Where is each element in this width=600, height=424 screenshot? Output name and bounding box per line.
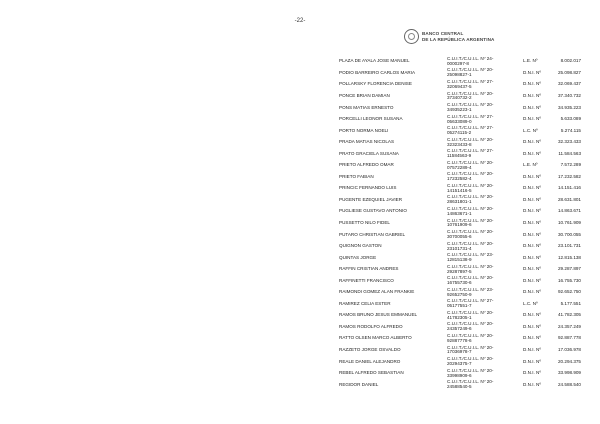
document-number: 33.998.909 [558, 370, 581, 376]
cuit-line-2: 11584563-9 [447, 153, 472, 159]
cuit-cuil [447, 80, 523, 90]
bcra-logo [404, 29, 494, 44]
person-name: RAMIREZ CELIA ESTER [339, 301, 391, 306]
document-number: 16.755.730 [558, 277, 581, 283]
document-type: D.N.I. Nº [523, 116, 542, 122]
person-name: PRATO GRACIELA SUSANA [339, 151, 399, 156]
cuit-cuil [447, 334, 523, 344]
cuit-line-2: 92887778-6 [447, 337, 472, 343]
person-name: RAZZETO JORGE OSVALDO [339, 347, 401, 352]
table-row [339, 241, 581, 253]
document-number: 34.935.223 [558, 104, 581, 110]
person-name: PORCELLI LEONOR SUSANA [339, 117, 403, 122]
cuit-line-1: C.U.I.T./C.U.I.L. Nº 20- [447, 241, 494, 246]
cuit-line-2: 92652750-9 [447, 291, 472, 297]
table-row [339, 356, 581, 368]
cuit-line-1: C.U.I.T./C.U.I.L. Nº 20- [447, 206, 494, 211]
table-row [339, 368, 581, 380]
table-row [339, 218, 581, 230]
cuit-line-2: 12815138-9 [447, 257, 472, 263]
cuit-line-1: C.U.I.T./C.U.I.L. Nº 27- [447, 126, 494, 131]
cuit-line-1: C.U.I.T./C.U.I.L. Nº 20- [447, 310, 494, 315]
table-row [339, 206, 581, 218]
document-type: D.N.I. Nº [523, 185, 542, 191]
person-name: RATTO OLSEN MARCO ALBERTO [339, 336, 412, 341]
cuit-cuil [447, 357, 523, 367]
person-name: PUTARO CHRISTIAN GABRIEL [339, 232, 406, 237]
cuit-line-1: C.U.I.T./C.U.I.L. Nº 20- [447, 91, 494, 96]
document-number: 32.069.437 [558, 81, 581, 87]
cuit-line-2: 05633089-0 [447, 118, 472, 124]
table-row [339, 310, 581, 322]
person-name: QUINTAS JORGE [339, 255, 377, 260]
document-type: D.N.I. Nº [523, 277, 542, 283]
document-type: D.N.I. Nº [523, 266, 542, 272]
document-type: D.N.I. Nº [523, 208, 542, 214]
cuit-line-2: 20294375-7 [447, 360, 472, 366]
document-type: L.C. Nº [523, 127, 538, 133]
document-number: 5.274.115 [560, 127, 581, 133]
document-type: D.N.I. Nº [523, 69, 542, 75]
person-name: PUGLIESE GUSTAVO ANTONIO [339, 209, 407, 214]
table-row [339, 125, 581, 137]
cuit-cuil [447, 138, 523, 148]
cuit-line-2: 34935223-1 [447, 106, 472, 112]
cuit-cuil [447, 230, 523, 240]
cuit-line-2: 30700055-6 [447, 233, 472, 239]
cuit-line-2: 37340732-2 [447, 95, 472, 101]
seal-icon [404, 29, 419, 44]
cuit-line-1: C.U.I.T./C.U.I.L. Nº 20- [447, 160, 494, 165]
page-number: -22- [294, 18, 306, 24]
person-name: REGIDOR DANIEL [339, 382, 379, 387]
document-type: D.N.I. Nº [523, 173, 542, 179]
document-type: D.N.I. Nº [523, 323, 542, 329]
cuit-line-1: C.U.I.T./C.U.I.L. Nº 20- [447, 172, 494, 177]
cuit-line-1: C.U.I.T./C.U.I.L. Nº 20- [447, 68, 494, 73]
person-name: PONS MATIAS ERNESTO [339, 105, 394, 110]
table-row [339, 91, 581, 103]
cuit-line-2: 25098827-1 [447, 72, 472, 78]
document-number: 14.151.416 [558, 185, 581, 191]
cuit-cuil [447, 265, 523, 275]
table-row [339, 148, 581, 160]
document-type: D.N.I. Nº [523, 312, 542, 318]
document-number: 12.815.138 [558, 254, 581, 260]
cuit-cuil [447, 115, 523, 125]
cuit-cuil [447, 299, 523, 309]
cuit-line-1: C.U.I.T./C.U.I.L. Nº 24- [447, 56, 494, 61]
cuit-line-2: 23101731-4 [447, 245, 472, 251]
person-name: REALE DANIEL ALEJANDRO [339, 359, 401, 364]
table-row [339, 379, 581, 391]
cuit-cuil [447, 126, 523, 136]
document-number: 37.340.732 [558, 92, 581, 98]
person-name: REBEL ALFREDO SEBASTIAN [339, 371, 404, 376]
document-number: 29.287.897 [558, 266, 581, 272]
cuit-cuil [447, 207, 523, 217]
document-type: D.N.I. Nº [523, 231, 542, 237]
cuit-cuil [447, 242, 523, 252]
table-row [339, 79, 581, 91]
person-name: RAFFIN CRISTIAN ANDRES [339, 267, 399, 272]
document-number: 23.101.731 [558, 243, 581, 249]
document-type: D.N.I. Nº [523, 335, 542, 341]
person-name: QUIGNON GASTON [339, 244, 382, 249]
cuit-line-1: C.U.I.T./C.U.I.L. Nº 27- [447, 299, 494, 304]
document-number: 30.700.055 [558, 231, 581, 237]
cuit-line-1: C.U.I.T./C.U.I.L. Nº 20- [447, 357, 494, 362]
cuit-line-1: C.U.I.T./C.U.I.L. Nº 20- [447, 230, 494, 235]
person-name: PUSSETTO NILO FIDEL [339, 220, 390, 225]
cuit-line-2: 24588540-5 [447, 384, 472, 390]
document-number: 92.887.778 [558, 335, 581, 341]
person-name: PRADA MATIAS NICOLAS [339, 140, 395, 145]
table-row [339, 275, 581, 287]
person-name: PRIETO FABIAN [339, 174, 374, 179]
document-number: 8.002.017 [560, 58, 581, 64]
cuit-cuil [447, 103, 523, 113]
logo-text [422, 31, 494, 42]
table-row [339, 195, 581, 207]
cuit-line-2: 41782305-1 [447, 314, 472, 320]
table-row [339, 171, 581, 183]
cuit-line-2: 05274115-2 [447, 130, 472, 136]
table-row [339, 264, 581, 276]
person-name: RAFFINETTI FRANCISCO [339, 278, 394, 283]
table-row [339, 287, 581, 299]
document-type: D.N.I. Nº [523, 346, 542, 352]
document-number: 41.782.305 [558, 312, 581, 318]
cuit-line-1: C.U.I.T./C.U.I.L. Nº 20- [447, 345, 494, 350]
document-type: D.N.I. Nº [523, 81, 542, 87]
table-row [339, 114, 581, 126]
cuit-line-2: 28631801-1 [447, 199, 472, 205]
document-type: D.N.I. Nº [523, 254, 542, 260]
cuit-cuil [447, 369, 523, 379]
table-row [339, 345, 581, 357]
cuit-line-2: 33998909-6 [447, 372, 472, 378]
cuit-line-2: 14151416-5 [447, 187, 472, 193]
cuit-line-2: 32069437-5 [447, 83, 472, 89]
cuit-line-2: 14863671-1 [447, 210, 472, 216]
cuit-cuil [447, 322, 523, 332]
person-name: RAMOS BRUNO JESUS EMMANUEL [339, 313, 418, 318]
cuit-line-1: C.U.I.T./C.U.I.L. Nº 20- [447, 322, 494, 327]
cuit-line-1: C.U.I.T./C.U.I.L. Nº 23- [447, 287, 494, 292]
person-name: PODIO BARREIRO CARLOS MARIA [339, 70, 416, 75]
cuit-line-2: 29287897-5 [447, 268, 472, 274]
cuit-line-1: C.U.I.T./C.U.I.L. Nº 27- [447, 149, 494, 154]
person-name: POLLARSKY FLORENCIA DENISE [339, 82, 412, 87]
cuit-cuil [447, 219, 523, 229]
cuit-line-2: 32323433-8 [447, 141, 472, 147]
cuit-line-2: 24357249-6 [447, 326, 472, 332]
person-name: PLAZA DE AYALA JOSE MANUEL [339, 59, 410, 64]
cuit-cuil [447, 195, 523, 205]
document-number: 92.652.750 [558, 289, 581, 295]
cuit-line-1: C.U.I.T./C.U.I.L. Nº 23- [447, 253, 494, 258]
table-row [339, 56, 581, 68]
document-number: 25.098.827 [558, 69, 581, 75]
document-type: D.N.I. Nº [523, 219, 542, 225]
cuit-line-1: C.U.I.T./C.U.I.L. Nº 27- [447, 114, 494, 119]
person-name: RAMOS RODOLFO ALFREDO [339, 324, 403, 329]
cuit-line-1: C.U.I.T./C.U.I.L. Nº 20- [447, 137, 494, 142]
document-number: 5.633.089 [560, 116, 581, 122]
document-number: 10.761.909 [558, 219, 581, 225]
document-type: D.N.I. Nº [523, 92, 542, 98]
cuit-line-1: C.U.I.T./C.U.I.L. Nº 20- [447, 264, 494, 269]
cuit-line-2: 10761909-6 [447, 222, 472, 228]
document-number: 17.232.582 [558, 173, 581, 179]
cuit-line-1: C.U.I.T./C.U.I.L. Nº 20- [447, 183, 494, 188]
cuit-cuil [447, 161, 523, 171]
cuit-cuil [447, 346, 523, 356]
cuit-line-2: 07572289-4 [447, 164, 472, 170]
cuit-line-1: C.U.I.T./C.U.I.L. Nº 20- [447, 276, 494, 281]
document-type: L.E. Nº [523, 58, 538, 64]
cuit-line-1: C.U.I.T./C.U.I.L. Nº 20- [447, 380, 494, 385]
document-type: D.N.I. Nº [523, 381, 542, 387]
cuit-line-1: C.U.I.T./C.U.I.L. Nº 20- [447, 368, 494, 373]
document-number: 5.177.551 [560, 300, 581, 306]
cuit-line-1: C.U.I.T./C.U.I.L. Nº 20- [447, 333, 494, 338]
cuit-line-1: C.U.I.T./C.U.I.L. Nº 27- [447, 79, 494, 84]
cuit-line-2: 17232582-4 [447, 176, 472, 182]
document-type: D.N.I. Nº [523, 289, 542, 295]
cuit-line-1: C.U.I.T./C.U.I.L. Nº 20- [447, 103, 494, 108]
cuit-line-1: C.U.I.T./C.U.I.L. Nº 20- [447, 195, 494, 200]
cuit-line-2: 0000297-8 [447, 60, 469, 66]
document-number: 24.588.540 [558, 381, 581, 387]
cuit-line-2: 16755730-6 [447, 280, 472, 286]
table-row [339, 229, 581, 241]
document-type: D.N.I. Nº [523, 139, 542, 145]
table-row [339, 137, 581, 149]
cuit-cuil [447, 380, 523, 390]
person-name: PRINCIC FERNANDO LUIS [339, 186, 397, 191]
logo-line-2: DE LA REPÚBLICA ARGENTINA [422, 36, 495, 42]
cuit-cuil [447, 184, 523, 194]
cuit-cuil [447, 149, 523, 159]
table-row [339, 183, 581, 195]
cuit-cuil [447, 276, 523, 286]
document-number: 28.631.801 [558, 196, 581, 202]
logo-line-1: BANCO CENTRAL [422, 31, 464, 37]
document-type: D.N.I. Nº [523, 196, 542, 202]
document-type: D.N.I. Nº [523, 104, 542, 110]
document-number: 24.357.249 [558, 323, 581, 329]
table-row [339, 298, 581, 310]
person-name: RAIMONDI GOMEZ ALAN FRANKIE [339, 290, 415, 295]
document-number: 17.036.978 [558, 346, 581, 352]
document-number: 20.294.375 [558, 358, 581, 364]
document-number: 11.584.563 [558, 150, 581, 156]
document-type: D.N.I. Nº [523, 243, 542, 249]
cuit-cuil [447, 311, 523, 321]
persons-table [339, 56, 581, 391]
person-name: PRIETO ALFREDO OMAR [339, 163, 394, 168]
cuit-cuil [447, 172, 523, 182]
document-type: D.N.I. Nº [523, 150, 542, 156]
table-row [339, 160, 581, 172]
cuit-line-2: 05177551-7 [447, 303, 472, 309]
cuit-line-2: 17036978-7 [447, 349, 472, 355]
document-type: D.N.I. Nº [523, 358, 542, 364]
person-name: PORTO NORMA NOELI [339, 128, 389, 133]
cuit-cuil [447, 92, 523, 102]
cuit-cuil [447, 57, 523, 67]
document-type: L.E. Nº [523, 162, 538, 168]
document-number: 32.323.433 [558, 139, 581, 145]
table-row [339, 252, 581, 264]
document-number: 7.572.289 [560, 162, 581, 168]
table-row [339, 68, 581, 80]
table-row [339, 102, 581, 114]
person-name: PONCE BRIAN DAMIAN [339, 93, 390, 98]
cuit-cuil [447, 253, 523, 263]
document-number: 14.863.671 [558, 208, 581, 214]
cuit-cuil [447, 288, 523, 298]
cuit-line-1: C.U.I.T./C.U.I.L. Nº 20- [447, 218, 494, 223]
table-row [339, 333, 581, 345]
table-row [339, 322, 581, 334]
cuit-cuil [447, 68, 523, 78]
person-name: PUGENTE EZEQUIEL JAVIER [339, 197, 403, 202]
document-type: L.C. Nº [523, 300, 538, 306]
document-type: D.N.I. Nº [523, 370, 542, 376]
